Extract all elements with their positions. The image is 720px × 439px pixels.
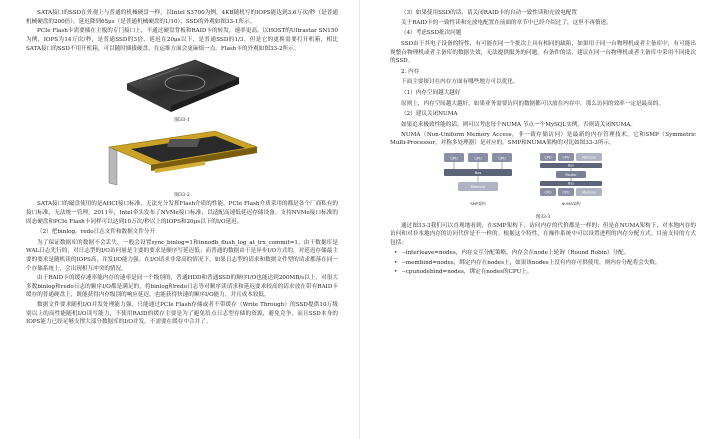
paragraph: 下面主要探讨在内存方面有哪些地方可以优化。 — [401, 79, 519, 86]
section-heading: （2）建议关闭NUMA — [401, 111, 458, 118]
numa-cpu-label: CPU — [562, 190, 570, 195]
numa-architecture-label: NUMA架构 — [561, 200, 581, 206]
paragraph: （3）如果使用SSD的话，请关闭RAID卡的自动一致性读和充放电配置 — [401, 10, 577, 16]
numa-memory-label: Memory — [582, 190, 596, 195]
figure-caption: 图33-1 — [174, 118, 190, 124]
smp-cpu-label: CPU — [450, 156, 458, 161]
smp-architecture-label: SMP架构 — [470, 200, 486, 206]
smp-numa-diagram — [438, 149, 648, 215]
paragraph: SATA接口的SSD在外观上与普通的机械硬盘一样，以Intel S3700为例，4KB随机写的IOPS能达到3.6万次/秒（是普通机械硬盘的200倍），延迟降到65μs（是普通机械硬盘的1/10），SSD的外观如图33-1所示。 — [26, 10, 338, 25]
smp-cpu-label: CPU — [474, 156, 482, 161]
paragraph: 原则上，内存空间越大越好，如果业务需要访问的数据都可以放在内存中，那么访问的效率一定是最高的。 — [401, 100, 664, 107]
right-page — [360, 0, 720, 439]
ssd-image — [107, 54, 257, 116]
smp-memory-label: Memory — [470, 185, 486, 190]
figure-caption: 图33-2 — [174, 193, 190, 199]
pcie-card-image — [95, 125, 270, 191]
section-heading: （1）内存空间越大越好 — [401, 89, 461, 96]
figure-smp-numa — [390, 149, 696, 221]
paragraph: PCIe Flash卡需要插在主板的专门接口上，不通过硬盘背板和RAID卡的转发，速率更高，以HOST的Ultrastar SN150 为例，IOPS为14万次/秒，是普通SSD的3倍，延迟在20μs以下，是普通SSD的1/3。但是它的更换需要打开机箱，相比SATA接口的SSD不用开机箱，可以随时插拔硬盘，在运维方面会更麻烦一点。Flash卡的外观如图33-2所示。 — [26, 28, 338, 52]
numa-cpu-label: CPU — [544, 155, 552, 160]
section-heading: 2. 内存 — [401, 68, 420, 75]
paragraph: 通过图33-3我们可以直观地看到，在SMP架构下，访问内存的代价都是一样的；但是在NUMA架构下，对本地内存的访问和对非本地内存的访问代价是不一样的。根据这个特性，在操作系统中可以设置进程的内存分配方式。目前支持的方式包括： — [390, 222, 696, 247]
paragraph: 如果追求极致性能的话，则可以考虑每个NUMA 节点一个MySQL实例，否则请关闭NUMA。 — [401, 121, 636, 128]
paragraph: SATA接口的磁盘使用的是AHCI接口标准，无法充分发挥Flash介质的性能，PCIe Flash介质采用的都是各个厂商私有的接口标准，无法统一管理。2011年，Intel牵头发布了NVMe接口标准，以适配高速低延迟存储设备。支持NVMe接口标准的固态硬盘和PCIe Flash卡同样可以达到10万次/秒以上的IOPS和20μs以下的I/O延迟。 — [26, 201, 338, 225]
numa-bus-label: Bus — [568, 181, 574, 186]
numa-cpu-label: CPU — [544, 190, 552, 195]
numa-cpu-label: CPU — [562, 155, 570, 160]
section-heading: （4）考虑SSD批次问题 — [401, 30, 462, 37]
bullet-item: • --cpunodebind=nodes，绑定在nodes的CPU上。 — [390, 268, 696, 277]
numa-diagram — [540, 153, 602, 206]
paragraph: 关于RAID卡的一致性读和充放电配置在前面的章节中已经介绍过了，这里不再赘述。 — [401, 19, 612, 26]
bullet-item: • --interleave=nodes，内存交互分配策略，内存会在node上轮询（Round Robin）分配。 — [390, 249, 696, 258]
paragraph: 为了保证数据库的数据不会丢失，一般会设置sync_binlog=1和innodb_flush_log_at_trx_commit=1，由于数据库是WAL日志先行的，对日志型的I/O访问量是主要的要求是顺序写延迟低；而普通的数据由于是异步I/O方式的，对延迟存储最主要的要求是随机读的IOPS高，并发I/O能力强。在I/O请求非常高的情况下，如果日志型的请求和数据文件型的请求都落在同一个存储系统上，会出现相互冲突的情况。 — [26, 239, 338, 272]
numa-bus-label: Bus — [568, 163, 574, 168]
figure-ssd — [26, 54, 338, 124]
figure-pcie-flash — [26, 125, 338, 199]
section-heading: （2）把binlog、redo日志文件和数据文件分开 — [37, 229, 156, 236]
figure-caption: 图33-3 — [535, 214, 551, 220]
paragraph: 数据文件要求随机I/O并发处理能力强，只能通过PCIe Flash存储或者不带缓存（Write Through）的SSD提供10万级别以上的高性能随机I/O读写能力，不使用RAID的缓存主要是为了避免给点日志型存储的资源，避免竞争，而且SSD本身的IOPS能力已经足够支撑大部分数据库的I/O并发，不需要在缓存中合并了。 — [26, 302, 338, 326]
numa-memory-label: Memory — [582, 155, 596, 160]
paragraph: SSD由于其电子设备的特性，有可能在同一个批次上具有相同的缺陷，如果用于同一台物理机或者主备库中，有可能出现整台物理机或者主备库的数据失效，无法提供服务的问题。有条件的话，建议在同一台物理机或者主备库中采用不同批次的SSD。 — [390, 40, 696, 65]
bullet-item: • --membind=nodes，绑定内存在nodes上，如果该nodes上没有内存可供使用，则内存分配将会失败。 — [390, 259, 696, 268]
smp-diagram — [444, 153, 512, 206]
paragraph: 由于RAID卡的缓存速率能内存的速率是同一个级别的，普通HDD和普通SSD的顺序I/O也能达到200MB/s以上，对很大多数binlog和redo日志的顺序I/O都是满足的，将binlog和redo日志等对顺序读请求和延迟要求较高的请求放在带有RAID卡缓存的普通硬盘上，既能获得内存级别的响应延迟，也能获得快速的顺序I/O能力，并且成本较低。 — [26, 275, 338, 299]
smp-cpu-label: CPU — [498, 156, 506, 161]
paragraph: NUMA（Non-Uniform Memory Access，非一致存储访问）是最新的内存管理技术，它和SMP（Symmetric Multi-Processor，对称多处理器）是对应的。SMP和NUMA架构的对比如图33-3所示。 — [390, 131, 696, 147]
smp-bus-label: Bus — [474, 170, 482, 175]
numa-router-label: Router — [565, 172, 577, 177]
